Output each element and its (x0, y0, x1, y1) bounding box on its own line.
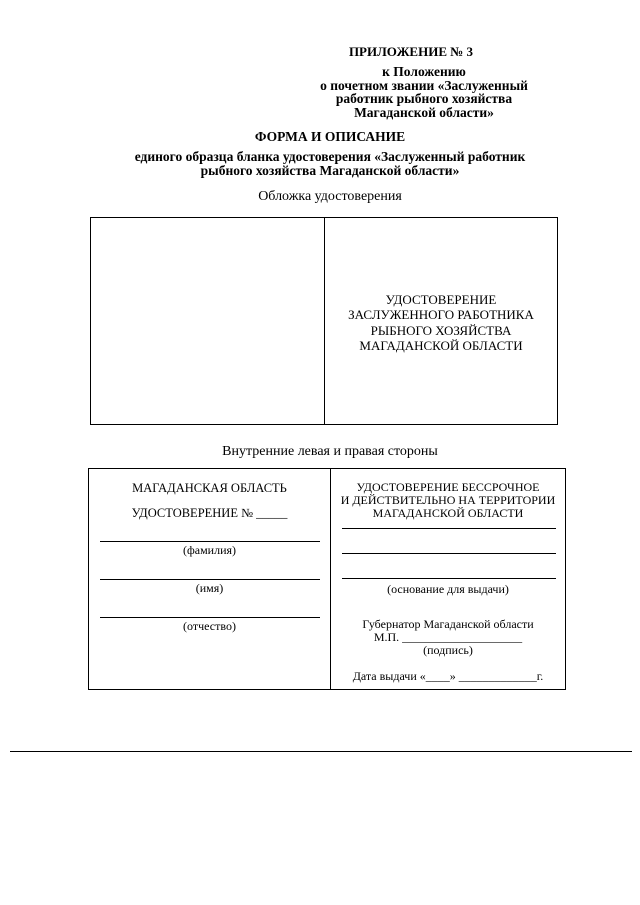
cover-caption: Обложка удостоверения (258, 189, 402, 204)
seal-signature-line: М.П. ____________________ (373, 630, 523, 644)
inner-caption: Внутренние левая и правая стороны (222, 444, 438, 459)
name-field-line (100, 579, 320, 580)
surname-label: (фамилия) (182, 543, 237, 557)
patronymic-label: (отчество) (183, 619, 236, 633)
validity-statement-line: МАГАДАНСКОЙ ОБЛАСТИ (372, 505, 524, 520)
inner-left-panel (89, 469, 330, 689)
patronymic-field-line (100, 617, 320, 618)
form-subtitle-line: рыбного хозяйства Магаданской области» (200, 162, 460, 178)
validity-statement-line: УДОСТОВЕРЕНИЕ БЕССРОЧНОЕ (356, 479, 540, 494)
form-title: ФОРМА И ОПИСАНИЕ (254, 129, 406, 144)
signature-label: (подпись) (423, 643, 473, 657)
appendix-reference-line: работник рыбного хозяйства (335, 91, 513, 107)
basis-field-line (342, 528, 556, 529)
appendix-reference-line: о почетном звании «Заслуженный (320, 77, 528, 93)
cover-title-line: РЫБНОГО ХОЗЯЙСТВА (370, 322, 512, 338)
appendix-title: ПРИЛОЖЕНИЕ № 3 (348, 44, 474, 59)
appendix-reference (274, 65, 574, 120)
name-label: (имя) (195, 581, 224, 595)
validity-statement (331, 481, 565, 520)
basis-field-line (342, 578, 556, 579)
validity-statement-line: И ДЕЙСТВИТЕЛЬНО НА ТЕРРИТОРИИ (340, 492, 556, 507)
cover-right-panel (325, 218, 557, 424)
issue-date: Дата выдачи «____» _____________г. (352, 669, 544, 683)
inner-box (88, 468, 566, 690)
appendix-reference-line: к Положению (382, 64, 466, 79)
region-name: МАГАДАНСКАЯ ОБЛАСТЬ (132, 481, 287, 495)
cover-title-line: ЗАСЛУЖЕННОГО РАБОТНИКА (348, 307, 534, 323)
form-subtitle-line: единого образца бланка удостоверения «Заслуженный работник (134, 149, 526, 164)
cover-left-panel (91, 218, 324, 424)
certificate-number: УДОСТОВЕРЕНИЕ № _____ (131, 506, 288, 520)
inner-right-panel (331, 469, 565, 689)
governor-title: Губернатор Магаданской области (362, 617, 534, 631)
cover-title-line: МАГАДАНСКОЙ ОБЛАСТИ (359, 337, 523, 353)
cover-title-line: УДОСТОВЕРЕНИЕ (385, 291, 497, 307)
appendix-reference-line: Магаданской области» (354, 105, 494, 121)
surname-field-line (100, 541, 320, 542)
cover-box (90, 217, 558, 425)
page-bottom-rule (10, 751, 632, 752)
basis-label: (основание для выдачи) (387, 582, 509, 596)
basis-field-line (342, 553, 556, 554)
form-subtitle (60, 150, 600, 177)
